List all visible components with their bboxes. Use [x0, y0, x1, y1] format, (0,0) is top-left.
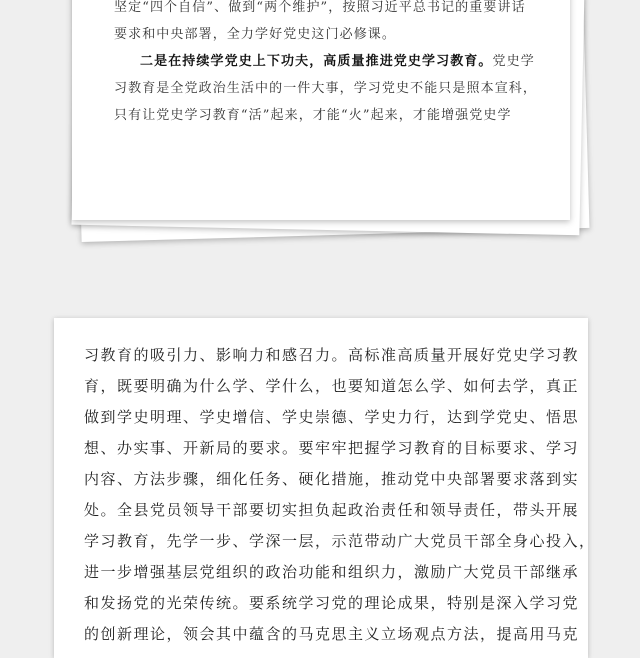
section-heading: 二是在持续学党史上下功夫，高质量推进党史学习教育。 — [140, 54, 493, 69]
text-line: 只有让党史学习教育“活”起来，才能“火”起来，才能增强党史学 — [114, 108, 512, 123]
text-line: 做到学史明理、学史增信、学史崇德、学史力行，达到学党史、悟思 — [84, 408, 580, 426]
text-line: 想、办实事、开新局的要求。要牢牢把握学习教育的目标要求、学习 — [84, 439, 580, 457]
text-line: 内容、方法步骤，细化任务、硬化措施，推动党中央部署要求落到实 — [84, 470, 580, 488]
text-line: 处。全县党员领导干部要切实担负起政治责任和领导责任，带头开展 — [84, 501, 580, 519]
text-fragment: 党史学 — [492, 54, 535, 69]
text-line: 习教育的吸引力、影响力和感召力。高标准高质量开展好党史学习教 — [84, 346, 580, 364]
text-line: 要求和中央部署，全力学好党史这门必修课。 — [114, 27, 397, 42]
text-line: 坚定“四个自信”、做到“两个维护”，按照习近平总书记的重要讲话 — [114, 0, 526, 15]
document-page-bottom — [54, 318, 596, 658]
document-page-top — [72, 0, 570, 220]
text-line: 习教育是全党政治生活中的一件大事，学习党史不能只是照本宣科， — [114, 81, 538, 96]
text-line — [114, 50, 534, 69]
text-line: 进一步增强基层党组织的政治功能和组织力，激励广大党员干部继承 — [84, 563, 580, 581]
text-line: 育，既要明确为什么学、学什么，也要知道怎么学、如何去学，真正 — [84, 377, 580, 395]
text-line: 的创新理论，领会其中蕴含的马克思主义立场观点方法，提高用马克 — [84, 625, 580, 643]
text-line: 和发扬党的光荣传统。要系统学习党的理论成果，特别是深入学习党 — [84, 594, 580, 612]
text-line: 学习教育，先学一步、学深一层，示范带动广大党员干部全身心投入， — [84, 532, 596, 550]
